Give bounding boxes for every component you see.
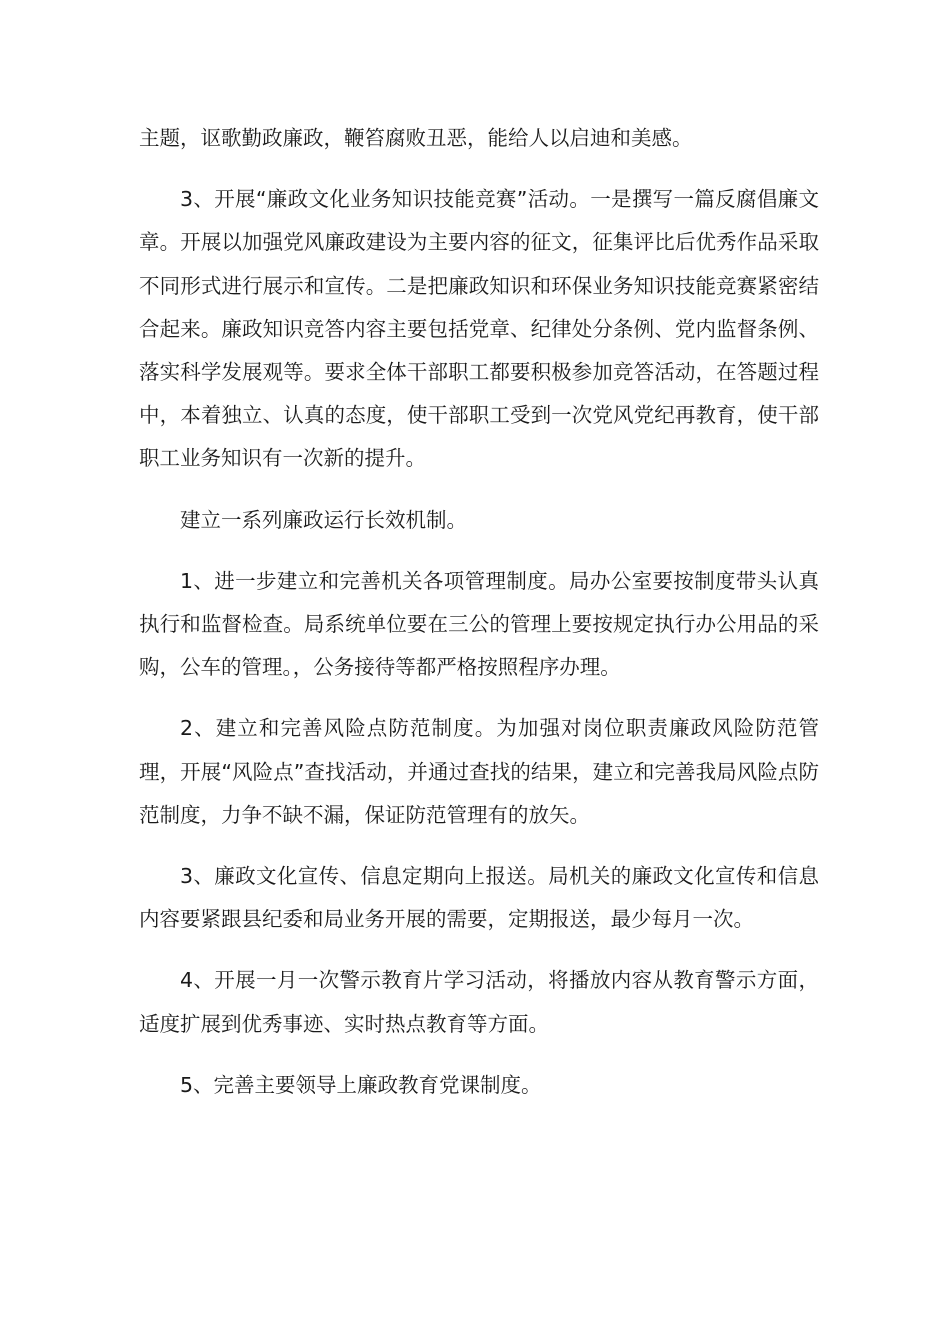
paragraph-item-5-lecture: 5、完善主要领导上廉政教育党课制度。: [180, 1072, 542, 1097]
paragraph-item-4-warning: 4、开展一月一次警示教育片学习活动，将播放内容从教育警示方面，适度扩展到优秀事迹、实时热点教育等方面。: [139, 968, 819, 1036]
document-body: [139, 117, 819, 1125]
paragraph-theme-continuation: 主题，讴歌勤政廉政，鞭笞腐败丑恶，能给人以启迪和美感。: [139, 126, 693, 150]
paragraph-item-3-reporting: 3、廉政文化宣传、信息定期向上报送。局机关的廉政文化宣传和信息内容要紧跟县纪委和局业务开展的需要，定期报送，最少每月一次。: [139, 864, 819, 932]
paragraph-mechanism-heading: 建立一系列廉政运行长效机制。: [180, 507, 467, 532]
paragraph-item-2-risk: 2、建立和完善风险点防范制度。为加强对岗位职责廉政风险防范管理，开展“风险点”查找活动，并通过查找的结果，建立和完善我局风险点防范制度，力争不缺不漏，保证防范管理有的放矢。: [139, 716, 819, 827]
paragraph-item-3-competition: 3、开展“廉政文化业务知识技能竞赛”活动。一是撰写一篇反腐倡廉文章。开展以加强党风廉政建设为主要内容的征文，征集评比后优秀作品采取不同形式进行展示和宣传。二是把廉政知识和环保业务知识技能竞赛紧密结合起来。廉政知识竞答内容主要包括党章、纪律处分条例、党内监督条例、落实科学发展观等。要求全体干部职工都要积极参加竞答活动，在答题过程中，本着独立、认真的态度，使干部职工受到一次党风党纪再教育，使干部职工业务知识有一次新的提升。: [139, 187, 819, 471]
paragraph-item-1-management: 1、进一步建立和完善机关各项管理制度。局办公室要按制度带头认真执行和监督检查。局系统单位要在三公的管理上要按规定执行办公用品的采购，公车的管理。，公务接待等都严格按照程序办理。: [139, 568, 819, 680]
